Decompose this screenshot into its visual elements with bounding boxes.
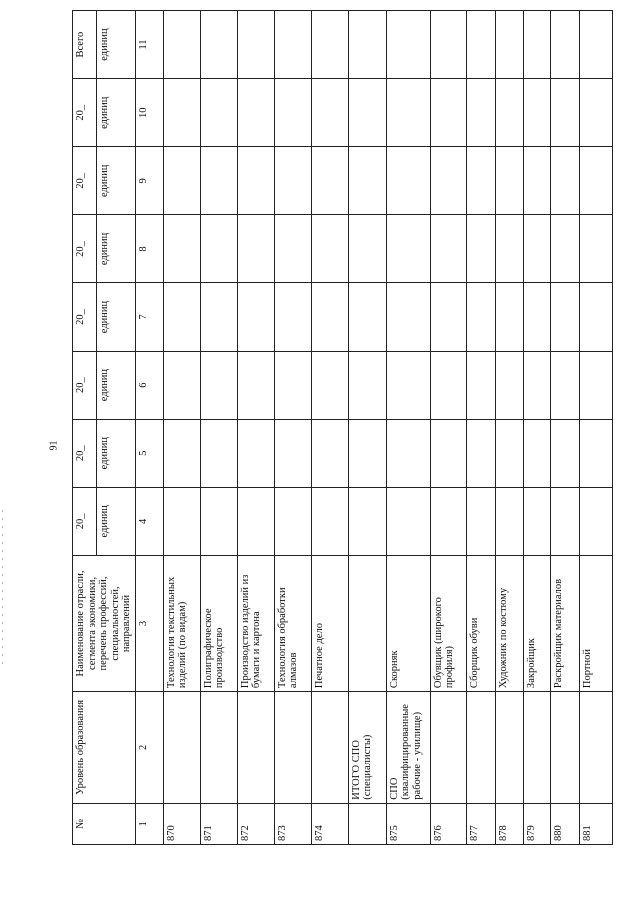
- value-cell: [495, 215, 523, 283]
- header-unit: единиц: [97, 79, 135, 147]
- value-cell: [579, 487, 612, 555]
- column-number: 9: [135, 147, 163, 215]
- table-row: [495, 11, 523, 845]
- value-cell: [495, 487, 523, 555]
- value-cell: [386, 79, 430, 147]
- table-row: [163, 11, 200, 845]
- value-cell: [311, 147, 348, 215]
- value-cell: [348, 11, 386, 79]
- value-cell: [386, 147, 430, 215]
- header-unit: единиц: [97, 283, 135, 351]
- row-num: 876: [430, 803, 466, 844]
- value-cell: [579, 419, 612, 487]
- value-cell: [237, 283, 274, 351]
- value-cell: [579, 215, 612, 283]
- value-cell: [163, 419, 200, 487]
- table-row: [523, 11, 550, 845]
- header-unit: единиц: [97, 419, 135, 487]
- table-row: [430, 11, 466, 845]
- value-cell: [274, 79, 311, 147]
- row-level: [550, 692, 579, 804]
- row-num: 878: [495, 803, 523, 844]
- value-cell: [237, 215, 274, 283]
- value-cell: [311, 487, 348, 555]
- value-cell: [200, 351, 237, 419]
- value-cell: [466, 11, 495, 79]
- row-name: Технология текстильных изделий (по видам): [163, 555, 200, 691]
- table-row: [579, 11, 612, 845]
- value-cell: [163, 283, 200, 351]
- header-level: Уровень образования: [73, 692, 136, 804]
- value-cell: [311, 11, 348, 79]
- value-cell: [550, 351, 579, 419]
- row-num: 874: [311, 803, 348, 844]
- value-cell: [237, 351, 274, 419]
- column-number: 3: [135, 555, 163, 691]
- value-cell: [550, 283, 579, 351]
- value-cell: [311, 351, 348, 419]
- value-cell: [163, 215, 200, 283]
- value-cell: [237, 147, 274, 215]
- value-cell: [311, 79, 348, 147]
- value-cell: [523, 351, 550, 419]
- header-year: 20_: [73, 79, 97, 147]
- row-name: Художник по костюму: [495, 555, 523, 691]
- value-cell: [274, 283, 311, 351]
- value-cell: [274, 351, 311, 419]
- row-level: ИТОГО СПО (специалисты): [348, 692, 386, 804]
- row-name: Портной: [579, 555, 612, 691]
- value-cell: [466, 487, 495, 555]
- value-cell: [523, 487, 550, 555]
- value-cell: [200, 147, 237, 215]
- value-cell: [430, 351, 466, 419]
- value-cell: [274, 419, 311, 487]
- value-cell: [163, 351, 200, 419]
- row-level: [200, 692, 237, 804]
- value-cell: [348, 419, 386, 487]
- row-level: [466, 692, 495, 804]
- row-name: Раскройщик материалов: [550, 555, 579, 691]
- header-year: 20_: [73, 147, 97, 215]
- value-cell: [466, 79, 495, 147]
- value-cell: [386, 283, 430, 351]
- column-number: 8: [135, 215, 163, 283]
- table-row: [386, 11, 430, 845]
- scan-artifact: [2, 510, 3, 670]
- header-year: 20_: [73, 419, 97, 487]
- column-number: 4: [135, 487, 163, 555]
- column-number: 1: [135, 803, 163, 844]
- value-cell: [495, 419, 523, 487]
- row-num: 877: [466, 803, 495, 844]
- value-cell: [495, 351, 523, 419]
- header-unit: единиц: [97, 11, 135, 79]
- value-cell: [430, 283, 466, 351]
- value-cell: [430, 147, 466, 215]
- value-cell: [430, 79, 466, 147]
- value-cell: [348, 147, 386, 215]
- value-cell: [311, 419, 348, 487]
- value-cell: [466, 351, 495, 419]
- value-cell: [523, 147, 550, 215]
- value-cell: [200, 79, 237, 147]
- value-cell: [430, 11, 466, 79]
- column-number: 5: [135, 419, 163, 487]
- value-cell: [274, 147, 311, 215]
- column-number: 7: [135, 283, 163, 351]
- data-table: [72, 10, 613, 845]
- row-num: 875: [386, 803, 430, 844]
- row-level: [523, 692, 550, 804]
- value-cell: [550, 487, 579, 555]
- column-number: 11: [135, 11, 163, 79]
- value-cell: [386, 11, 430, 79]
- value-cell: [237, 487, 274, 555]
- table-row: [311, 11, 348, 845]
- header-year: 20_: [73, 215, 97, 283]
- value-cell: [163, 79, 200, 147]
- row-name: Сборщик обуви: [466, 555, 495, 691]
- row-num: 872: [237, 803, 274, 844]
- value-cell: [579, 147, 612, 215]
- column-number: 10: [135, 79, 163, 147]
- value-cell: [311, 215, 348, 283]
- row-name: Печатное дело: [311, 555, 348, 691]
- value-cell: [311, 283, 348, 351]
- value-cell: [550, 79, 579, 147]
- value-cell: [523, 79, 550, 147]
- value-cell: [495, 147, 523, 215]
- header-unit: единиц: [97, 487, 135, 555]
- value-cell: [430, 215, 466, 283]
- value-cell: [579, 11, 612, 79]
- table-row: [274, 11, 311, 845]
- row-level: [237, 692, 274, 804]
- value-cell: [579, 351, 612, 419]
- value-cell: [348, 351, 386, 419]
- value-cell: [579, 283, 612, 351]
- header-unit: единиц: [97, 351, 135, 419]
- row-name: Закройщик: [523, 555, 550, 691]
- value-cell: [274, 11, 311, 79]
- page-number: 91: [48, 440, 60, 451]
- header-year: 20_: [73, 283, 97, 351]
- value-cell: [386, 351, 430, 419]
- column-number: 6: [135, 351, 163, 419]
- value-cell: [430, 487, 466, 555]
- value-cell: [523, 283, 550, 351]
- value-cell: [466, 215, 495, 283]
- row-name: [348, 555, 386, 691]
- value-cell: [200, 215, 237, 283]
- value-cell: [200, 283, 237, 351]
- table-row: [200, 11, 237, 845]
- header-unit: единиц: [97, 215, 135, 283]
- value-cell: [523, 215, 550, 283]
- column-number: 2: [135, 692, 163, 804]
- value-cell: [550, 11, 579, 79]
- value-cell: [200, 419, 237, 487]
- value-cell: [163, 11, 200, 79]
- value-cell: [200, 11, 237, 79]
- header-total: Всего: [73, 11, 97, 79]
- value-cell: [163, 147, 200, 215]
- table-row: [550, 11, 579, 845]
- value-cell: [386, 215, 430, 283]
- row-num: 880: [550, 803, 579, 844]
- row-level: [579, 692, 612, 804]
- value-cell: [550, 147, 579, 215]
- value-cell: [348, 215, 386, 283]
- row-num: 870: [163, 803, 200, 844]
- value-cell: [163, 487, 200, 555]
- value-cell: [579, 79, 612, 147]
- row-name: Полиграфическое производство: [200, 555, 237, 691]
- row-num: 879: [523, 803, 550, 844]
- value-cell: [200, 487, 237, 555]
- value-cell: [237, 79, 274, 147]
- value-cell: [495, 79, 523, 147]
- table-row: [237, 11, 274, 845]
- value-cell: [495, 283, 523, 351]
- row-num: 871: [200, 803, 237, 844]
- value-cell: [274, 215, 311, 283]
- value-cell: [550, 215, 579, 283]
- table-row-total: [348, 11, 386, 845]
- row-num: 881: [579, 803, 612, 844]
- value-cell: [523, 11, 550, 79]
- value-cell: [386, 487, 430, 555]
- header-name: Наименование отрасли, сегмента экономики, перечень профессий, специальностей, направлений: [73, 555, 136, 691]
- value-cell: [430, 419, 466, 487]
- header-num: №: [73, 803, 136, 844]
- value-cell: [237, 419, 274, 487]
- header-unit: единиц: [97, 147, 135, 215]
- value-cell: [466, 419, 495, 487]
- rotated-table-area: [72, 10, 602, 845]
- value-cell: [466, 283, 495, 351]
- row-name: Обувщик (широкого профиля): [430, 555, 466, 691]
- value-cell: [237, 11, 274, 79]
- row-name: Производство изделий из бумаги и картона: [237, 555, 274, 691]
- value-cell: [466, 147, 495, 215]
- row-level: СПО (квалифицированные рабочие - училище): [386, 692, 430, 804]
- row-name: Скорняк: [386, 555, 430, 691]
- header-year: 20_: [73, 487, 97, 555]
- row-level: [311, 692, 348, 804]
- row-num: 873: [274, 803, 311, 844]
- value-cell: [348, 79, 386, 147]
- value-cell: [274, 487, 311, 555]
- header-year: 20_: [73, 351, 97, 419]
- row-num: [348, 803, 386, 844]
- row-level: [430, 692, 466, 804]
- row-name: Технология обработки алмазов: [274, 555, 311, 691]
- value-cell: [550, 419, 579, 487]
- value-cell: [386, 419, 430, 487]
- value-cell: [348, 487, 386, 555]
- value-cell: [495, 11, 523, 79]
- value-cell: [523, 419, 550, 487]
- table-row: [466, 11, 495, 845]
- value-cell: [348, 283, 386, 351]
- row-level: [495, 692, 523, 804]
- row-level: [274, 692, 311, 804]
- row-level: [163, 692, 200, 804]
